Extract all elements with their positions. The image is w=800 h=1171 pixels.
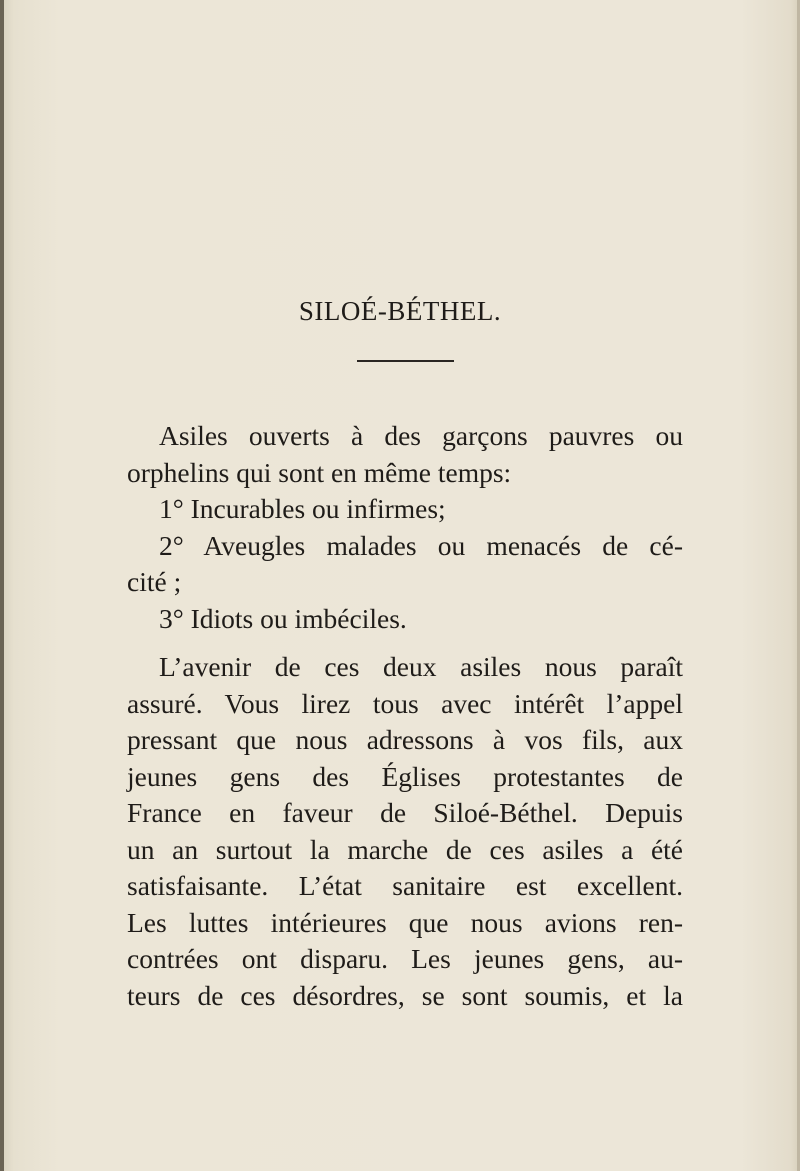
text-line: assuré. Vous lirez tous avec intérêt l’appel xyxy=(127,687,683,719)
text-line: Asiles ouverts à des garçons pauvres ou xyxy=(159,420,683,451)
text-line: pressant que nous adressons à vos fils, aux xyxy=(127,724,683,755)
text-line: un an surtout la marche de ces asiles a été xyxy=(127,833,683,865)
text-line: cité ; xyxy=(127,566,182,597)
text-line: Les luttes intérieures que nous avions ren- xyxy=(127,906,683,938)
body-paragraph xyxy=(127,649,683,1014)
text-line: jeunes gens des Églises protestantes de xyxy=(127,760,683,792)
intro-paragraph xyxy=(127,418,683,637)
heading-rule xyxy=(357,360,454,362)
text-line: satisfaisante. L’état sanitaire est excellent. xyxy=(127,870,683,901)
page-heading: SILOÉ-BÉTHEL. xyxy=(298,296,502,326)
page-binding-edge xyxy=(0,0,4,1171)
text-line: 1° Incurables ou infirmes; xyxy=(159,493,446,524)
text-line: L’avenir de ces deux asiles nous paraît xyxy=(159,651,683,682)
text-line: 3° Idiots ou imbéciles. xyxy=(159,602,407,634)
text-line: orphelins qui sont en même temps: xyxy=(127,456,512,488)
text-line: teurs de ces désordres, se sont soumis, et la xyxy=(127,979,683,1011)
text-line: 2° Aveugles malades ou menacés de cé- xyxy=(159,529,683,561)
text-line: France en faveur de Siloé-Béthel. Depuis xyxy=(127,797,683,828)
text-line: contrées ont disparu. Les jeunes gens, au- xyxy=(127,943,683,974)
